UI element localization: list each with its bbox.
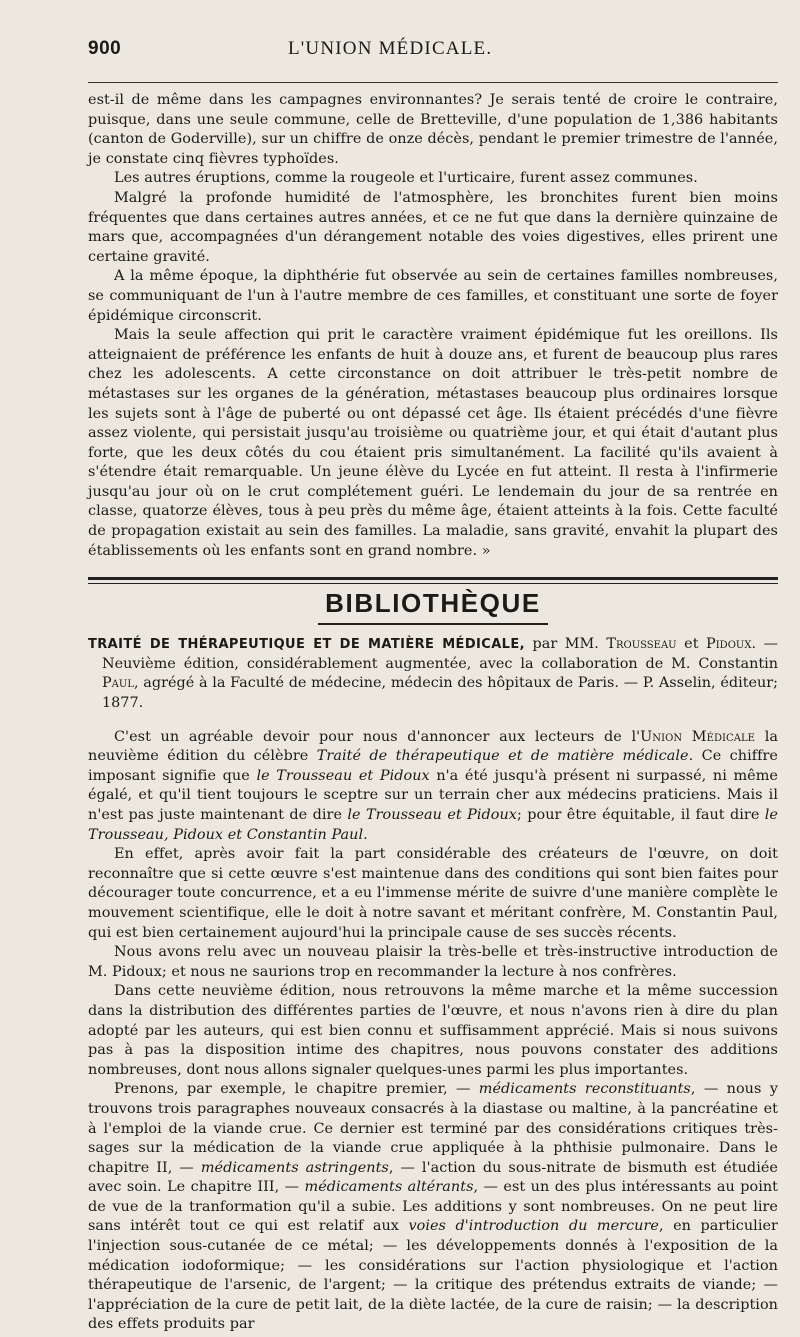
paragraph: Dans cette neuvième édition, nous retrouvons la même marche et la même succession dans la distribution des différentes parties de l'œuvre, et nous n'avons rien à dire du plan adopté par les auteurs, qui est bien connu et suffisamment apprécié. Mais si nous suivons pas à pas la disposition intime des chapitres, nous pouvons constater des additions nombreuses, dont nous allons signaler quelques-unes parmi les plus importantes. — [88, 983, 778, 1078]
text-run: Prenons, par exemple, le chapitre premier, — — [114, 1081, 479, 1098]
report-text — [88, 91, 778, 561]
paragraph: est-il de même dans les campagnes environnantes? Je serais tenté de croire le contraire, puisque, dans une seule commune, celle de Bretteville, d'une population de 1,386 habitants (canton de Goderville), sur un chiffre de onze décès, pendant le premier trimestre de l'année, je constate cinq fièvres typhoïdes. — [88, 92, 778, 167]
book-conjunction: et — [676, 636, 707, 653]
book-details: . — Neuvième édition, considérablement augmentée, avec la collaboration de M. Constantin — [102, 636, 778, 672]
book-title-italic: le Trousseau et Pidoux — [347, 807, 517, 823]
text-run: . Ce chiffre imposant signifie que — [88, 748, 778, 784]
chapter-title-italic: médicaments astringents — [200, 1159, 389, 1176]
paragraph: Les autres éruptions, comme la rougeole et l'urticaire, furent assez communes. — [114, 170, 698, 187]
paragraph: A la même époque, la diphthérie fut observée au sein de certaines familles nombreuses, se communiquant de l'un à l'autre membre de ces familles, et constituant une sorte de foyer épidémique circonscrit. — [88, 268, 778, 324]
header-rule — [88, 82, 778, 83]
journal-title: L'UNION MÉDICALE. — [288, 38, 493, 59]
book-author: Paul — [102, 675, 134, 692]
book-details: , agrégé à la Faculté de médecine, médecin des hôpitaux de Paris. — P. Asselin, éditeur; 1877. — [102, 675, 778, 712]
text-run: n'a été jusqu'à présent ni surpassé, ni même égalé, et qu'il tient toujours le sceptre sur un terrain cher aux médecins praticiens. Mais il n'est pas juste maintenant de dire — [88, 767, 778, 823]
text-run: . — [363, 826, 368, 843]
section-title-underline — [318, 623, 548, 625]
paragraph: Nous avons relu avec un nouveau plaisir la très-belle et très-instructive introduction de M. Pidoux; et nous ne saurions trop en recommander la lecture à nos confrères. — [88, 944, 778, 980]
review-text — [88, 728, 778, 1335]
chapter-title-italic: médicaments altérants — [304, 1179, 474, 1196]
text-run: la neuvième édition du célèbre — [88, 728, 778, 765]
book-title-italic: Traité de thérapeutique et de matière médicale — [316, 748, 689, 765]
chapter-title-italic: médicaments reconstituants — [478, 1081, 691, 1098]
running-head — [88, 38, 778, 78]
book-authors-prefix: par MM. — [524, 636, 607, 653]
section-divider — [88, 577, 778, 584]
journal-name: Union Médicale — [640, 728, 756, 745]
book-reference — [88, 635, 778, 713]
text-run: , — nous y trouvons trois paragraphes nouveaux consacrés à la diastase ou maltine, à la pancréatine et à l'emploi de la viande crue. Ce dernier est terminé par des considérations critiques très-sages sur la médication de la viande crue appliquée à la phthisie pulmonaire. Dans le chapitre II, — — [88, 1081, 778, 1176]
paragraph: Malgré la profonde humidité de l'atmosphère, les bronchites furent bien moins fréquentes que dans certaines autres années, et ce ne fut que dans la dernière quinzaine de mars que, accompagnées d'un dérangement notable des voies digestives, elles prirent une certaine gravité. — [88, 189, 778, 265]
book-author: Trousseau — [606, 636, 677, 653]
text-run: ; pour être équitable, il faut dire — [516, 807, 765, 823]
book-title: TRAITÉ DE THÉRAPEUTIQUE ET DE MATIÈRE MÉDICALE, — [88, 637, 525, 653]
section-title: BIBLIOTHÈQUE — [325, 588, 541, 619]
topic-italic: voies d'introduction du mercure — [408, 1218, 659, 1235]
paragraph: Mais la seule affection qui prit le caractère vraiment épidémique fut les oreillons. Ils atteignaient de préférence les enfants de huit à douze ans, et furent de beaucoup plus rares chez les adolescents. A cette circonstance on doit attribuer le très-petit nombre de métastases sur les organes de la génération, métastases beaucoup plus ordinaires lorsque les sujets sont à l'âge de puberté ou ont dépassé cet âge. Ils étaient précédés d'une fièvre assez violente, qui persistait jusqu'au troisième ou quatrième jour, et qui était d'autant plus forte, que les deux côtés du cou étaient pris simultanément. La facilité qu'ils avaient à s'étendre était remarquable. Un jeune élève du Lycée en fut atteint. Il resta à l'infirmerie jusqu'au jour où on le crut complétement guéri. Le lendemain du jour de sa rentrée en classe, quatorze élèves, tous à peu près du même âge, étaient atteints à la fois. Cette faculté de propagation existait au sein des familles. La maladie, sans gravité, envahit la plupart des établissements où les enfants sont en grand nombre. » — [88, 327, 778, 559]
paragraph — [88, 1080, 778, 1335]
paragraph — [88, 728, 778, 846]
text-run: , — l'action du sous-nitrate de bismuth est étudiée avec soin. Le chapitre III, — — [88, 1159, 778, 1196]
text-run: C'est un agréable devoir pour nous d'annoncer aux lecteurs de l' — [114, 728, 641, 745]
book-author: Pidoux — [706, 636, 752, 653]
book-title-italic: le Trousseau, Pidoux et Constantin Paul — [88, 807, 779, 843]
text-run: , — est un des plus intéressants au point de vue de la tranformation qu'il a subie. Les additions y sont nombreuses. On ne peut lire sans intérêt tout ce qui est relatif aux — [88, 1179, 779, 1235]
paragraph: En effet, après avoir fait la part considérable des créateurs de l'œuvre, on doit reconnaître que si cette œuvre s'est maintenue dans des conditions qui sont bien faites pour décourager toute concurrence, et a eu l'immense mérite de suivre d'une manière complète le mouvement scientifique, elle le doit à notre savant et méritant confrère, M. Constantin Paul, qui est bien certainement aujourd'hui la principale cause de ses succès récents. — [88, 846, 778, 941]
page-number: 900 — [88, 38, 122, 59]
book-title-italic: le Trousseau et Pidoux — [256, 767, 430, 784]
text-run: , en particulier l'injection sous-cutanée de ce métal; — les développements donnés à l'exposition de la médication iodoformique; — les considérations sur l'action physiologique et l'action thérapeutique de l'arsenic, de l'argent; — la critique des prétendus extraits de viande; — l'appréciation de la cure de petit lait, de la diète lactée, de la cure de raisin; — la description des effets produits par — [88, 1218, 778, 1333]
